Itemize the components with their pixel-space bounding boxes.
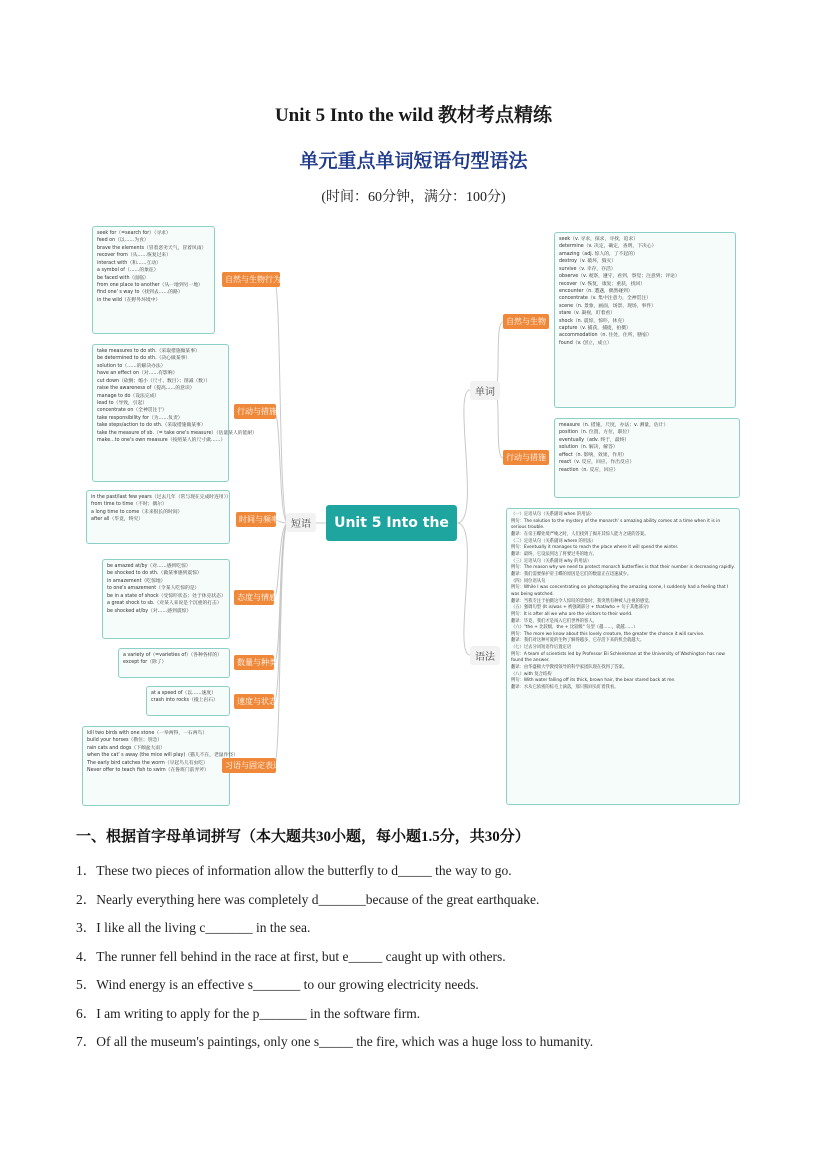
mind-map-line: feed on（以……为食） xyxy=(97,238,149,244)
mind-map-line: Never offer to teach fish to swim（在鲁班门前弄斧） xyxy=(87,768,209,774)
grammar-line: 翻译：水从它浓密的棕毛上滴落，那只熊回头盯着我看。 xyxy=(511,685,619,691)
mind-map-line: interact with（和……互动） xyxy=(97,260,161,266)
page-title: Unit 5 Into the wild 教材考点精练 xyxy=(274,105,553,126)
mind-map-line: determine（v. 决定，确定，查明，下决心） xyxy=(559,244,657,250)
branch-phrases: 短语 xyxy=(286,513,316,532)
mind-map-line: manage to do（设法完成） xyxy=(97,393,160,399)
mind-map-line: be determined to do sth.（决心做某事） xyxy=(97,356,191,362)
mind-map-line: have an effect on（对……有影响） xyxy=(97,371,178,377)
question-item: 4．The runner fell behind in the race at first, but e_____ caught up with others. xyxy=(76,948,506,964)
phrase-box xyxy=(102,559,230,639)
mind-map-line: raise the awareness of（提高……的意识） xyxy=(97,386,195,392)
grammar-line: 例句：A team of scientists led by Professor Eli Schlenkman at the University of Washington has now found the answer. xyxy=(511,651,725,664)
exam-meta: (时间：60分钟，满分：100分) xyxy=(321,190,506,205)
phrase-box xyxy=(82,726,238,806)
word-box xyxy=(554,418,740,498)
mind-map-line: a great shock to sb.（对某人来说是个沉重的打击） xyxy=(107,601,222,607)
mind-map-line: amazing（adj. 惊人的，了不起的） xyxy=(559,251,638,257)
mind-map-line: take the measure of sb.（= take one's measure）（估量某人的能耐） xyxy=(97,430,257,436)
category-tag: 自然与生物 xyxy=(503,314,549,329)
mind-map-line: be shocked at/by（对……感到震惊） xyxy=(107,608,192,614)
mind-map-line: a symbol of（……的象征） xyxy=(97,268,159,274)
branch-grammar: 语法 xyxy=(470,646,500,665)
mind-map-line: be amazed at/by（对……感到吃惊） xyxy=(107,564,191,569)
mind-map-line: kill two birds with one stone（一举两得，一石两鸟） xyxy=(87,731,208,736)
grammar-line: （五）强调句型 (It is/was + 被强调部分 + that/who + 句子其他部分) xyxy=(511,605,649,611)
mind-map-line: except for（除了） xyxy=(123,660,167,666)
mind-map-line: seek for（=search for）（寻求） xyxy=(97,231,171,236)
mind-map-line: rain cats and dogs（下倾盆大雨） xyxy=(87,745,165,751)
category-tag: 自然与生物行为 xyxy=(222,272,280,287)
mind-map xyxy=(82,222,748,810)
grammar-notes-box xyxy=(506,508,740,805)
grammar-line: （八）with 复合结构 xyxy=(511,671,552,677)
question-item: 2．Nearly everything here was completely d_______because of the great earthquake. xyxy=(76,891,540,907)
grammar-line: 翻译：毕竟，我们才是闯入它们世界的客人。 xyxy=(511,618,597,624)
category-tag: 习语与固定表达 xyxy=(222,758,276,773)
mind-map-line: be faced with（面临） xyxy=(97,275,149,281)
question-item: 7．Of all the museum's paintings, only one s_____ the fire, which was a huge loss to humanity. xyxy=(76,1034,594,1049)
grammar-line: 例句：It is after all we who are the visitors to their world. xyxy=(511,611,633,617)
category-tag: 行动与措施 xyxy=(234,404,276,419)
mind-map-line: destroy（v. 破坏，毁灭） xyxy=(559,259,617,265)
phrase-box xyxy=(146,686,230,716)
grammar-line: 翻译：我们需要保护帝王蝶的原因是它们的数量正在迅速减少。 xyxy=(511,571,632,577)
mind-map-line: a variety of（=varieties of）（各种各样的） xyxy=(123,653,223,658)
mind-map-line: found（v. 创立，成立） xyxy=(559,340,612,346)
category-tag: 行动与措施 xyxy=(503,450,549,465)
grammar-line: 翻译：最终，它设法到达了将要过冬的地方。 xyxy=(511,551,597,557)
mind-map-line: be in a state of shock（受惊吓状态；处于休克状态） xyxy=(107,593,226,599)
grammar-line: （六）"the + 比较级，the + 比较级" 句型（越……，就越……） xyxy=(511,625,638,631)
category-tag: 时间与频率 xyxy=(236,512,276,527)
grammar-line: （一）定语从句（关系副词 when 的用法） xyxy=(511,512,595,517)
grammar-line: 例句：Eventually it manages to reach the place where it will spend the winter. xyxy=(511,545,679,551)
mind-map-line: solution（n. 解决，解答） xyxy=(559,445,618,451)
grammar-line: 翻译：我们对这种可爱的生物了解得越多，它存活下来的机会就越大。 xyxy=(511,638,645,644)
grammar-line: 例句：The solution to the mystery of the monarch' s amazing ability comes at a time when it is in serious trouble. xyxy=(511,518,721,531)
phrase-box xyxy=(118,648,230,678)
section-heading: 一、根据首字母单词拼写（本大题共30小题，每小题1.5分，共30分） xyxy=(76,829,530,845)
mind-map-line: eventually（adv. 终于，最终） xyxy=(559,437,630,443)
mind-map-line: find one' s way to（找到去……的路） xyxy=(97,290,183,296)
mind-map-line: brave the elements（冒着恶劣天气，冒着风雨） xyxy=(97,245,207,251)
phrase-box xyxy=(92,226,215,334)
mind-map-line: when the cat' s away (the mice will play)（猫儿不在，老鼠作怪） xyxy=(87,753,238,759)
mind-map-line: lead to（导致，引起） xyxy=(97,400,148,406)
mind-map-line: accommodation（n. 住处，住所，膳宿） xyxy=(559,333,652,339)
mind-map-line: take responsibility for（为……负责） xyxy=(97,415,183,421)
mind-map-line: take steps/action to do sth.（采取措施做某事） xyxy=(97,423,206,429)
grammar-line: 例句：While I was concentrating on photographing the amazing scene, I suddenly had a feeling that I was being watched. xyxy=(511,585,729,597)
mind-map-line: scene（n. 景象，画面，场景，现场，事件） xyxy=(559,303,656,309)
mind-map-line: after all（毕竟，终究） xyxy=(91,517,144,523)
grammar-line: 翻译：由华盛顿大学教授领导的科学家团队现在找到了答案。 xyxy=(511,665,628,671)
mind-map-line: in the wild（在野外环境中） xyxy=(97,297,161,303)
grammar-line: 例句：The reason why we need to protect monarch butterflies is that their number is decreasing rapidly. xyxy=(511,565,735,571)
grammar-line: 翻译：当我专注于拍摄这令人惊叹的景象时，我突然有种被人注视的感觉。 xyxy=(511,598,653,604)
mind-map-line: from one place to another（从一地到另一地） xyxy=(97,282,203,288)
grammar-line: 例句：The more we know about this lovely creature, the greater the chance it will survive. xyxy=(511,631,705,637)
mind-map-line: encounter（n. 遭遇，偶然碰到） xyxy=(559,288,633,294)
category-tag: 数量与种类 xyxy=(234,655,274,670)
category-tag: 速度与状态 xyxy=(234,694,274,709)
mind-map-line: crash into rocks（撞上岩石） xyxy=(151,698,218,704)
mind-map-line: survive（v. 幸存，存活） xyxy=(559,266,616,272)
mind-map-line: The early bird catches the worm（早起鸟儿有虫吃） xyxy=(87,760,208,766)
mind-map-line: reaction（n. 反应，回应） xyxy=(559,467,619,473)
mind-map-line: from time to time（不时；偶尔） xyxy=(91,502,167,508)
grammar-line: 例句：With water falling off its thick, brown hair, the bear stared back at me. xyxy=(511,678,676,684)
question-item: 1．These two pieces of information allow the butterfly to d_____ the way to go. xyxy=(76,863,512,878)
grammar-line: （三）定语从句（关系副词 why 的用法） xyxy=(511,558,592,564)
grammar-line: （二）定语从句（关系副词 where 的用法） xyxy=(511,538,596,544)
mind-map-line: stare（v. 凝视，盯着看） xyxy=(559,311,616,317)
question-item: 3．I like all the living c_______ in the sea. xyxy=(76,920,311,935)
mind-map-line: observe（v. 观察，遵守，看到，察觉；注意到；评论） xyxy=(559,274,680,280)
mind-map-line: in amazement（吃惊地） xyxy=(107,578,166,584)
mind-map-line: at a speed of（以……速度） xyxy=(151,691,217,696)
word-box xyxy=(554,232,736,408)
mind-map-line: be shocked to do sth.（做某事感到震惊） xyxy=(107,571,202,577)
category-tag: 态度与情感 xyxy=(234,590,274,605)
mind-map-line: seek（v. 寻求，探求，寻找，追求） xyxy=(559,237,639,242)
question-item: 6．I am writing to apply for the p_______ in the software firm. xyxy=(76,1005,421,1021)
mind-map-line: effect（n. 影响，效果，作用） xyxy=(559,452,627,458)
grammar-line: 翻译：在帝王蝶处境严峻之时，人们找到了揭开其惊人能力之谜的答案。 xyxy=(511,531,649,537)
mind-map-line: concentrate on（全神贯注于） xyxy=(97,408,167,414)
grammar-line: （四）同位语从句 xyxy=(511,578,546,584)
mind-map-line: take measures to do sth.（采取措施做某事） xyxy=(97,349,200,354)
mind-map-line: to one's amazement（令某人吃惊的是） xyxy=(107,586,200,592)
mind-map-line: recover from（从……恢复过来） xyxy=(97,253,172,259)
mind-map-line: a long time to come（未来很长的时间） xyxy=(91,509,183,515)
mind-map-line: capture（v. 捕获，捕捉，拍摄） xyxy=(559,326,631,332)
mind-map-line: cut down（砍倒；缩小（尺寸、数目）；削减（数）） xyxy=(97,378,211,384)
question-item: 5．Wind energy is an effective s_______ to our growing electricity needs. xyxy=(76,977,479,992)
mind-map-line: make...to one's own measure（按照某人的尺寸做……） xyxy=(97,438,226,444)
mind-map-line: solution to（……的解决办法） xyxy=(97,363,166,369)
phrase-box xyxy=(86,490,230,544)
mind-map-line: react（v. 反应，回应，作出反应） xyxy=(559,460,635,466)
grammar-line: （七）过去分词短语作后置定语 xyxy=(511,645,572,651)
branch-words: 单词 xyxy=(470,381,500,400)
page-subtitle: 单元重点单词短语句型语法 xyxy=(299,151,528,172)
mind-map-center: Unit 5 Into the wild xyxy=(326,505,457,541)
mind-map-line: build your horses（勒住；别急） xyxy=(87,738,163,744)
mind-map-line: measure（n. 措施，尺度，办法；v. 测量，估计） xyxy=(559,423,669,428)
mind-map-line: shock（n. 震惊，惊吓，休克） xyxy=(559,318,627,324)
mind-map-line: recover（v. 恢复，康复；重获，找回） xyxy=(559,281,646,287)
mind-map-line: concentrate（v. 集中注意力，全神贯注） xyxy=(559,296,651,302)
mind-map-line: in the past/last few years（过去几年（常与现在完成时连用）） xyxy=(91,495,231,500)
mind-map-line: position（n. 位置，方位，职位） xyxy=(559,430,633,436)
